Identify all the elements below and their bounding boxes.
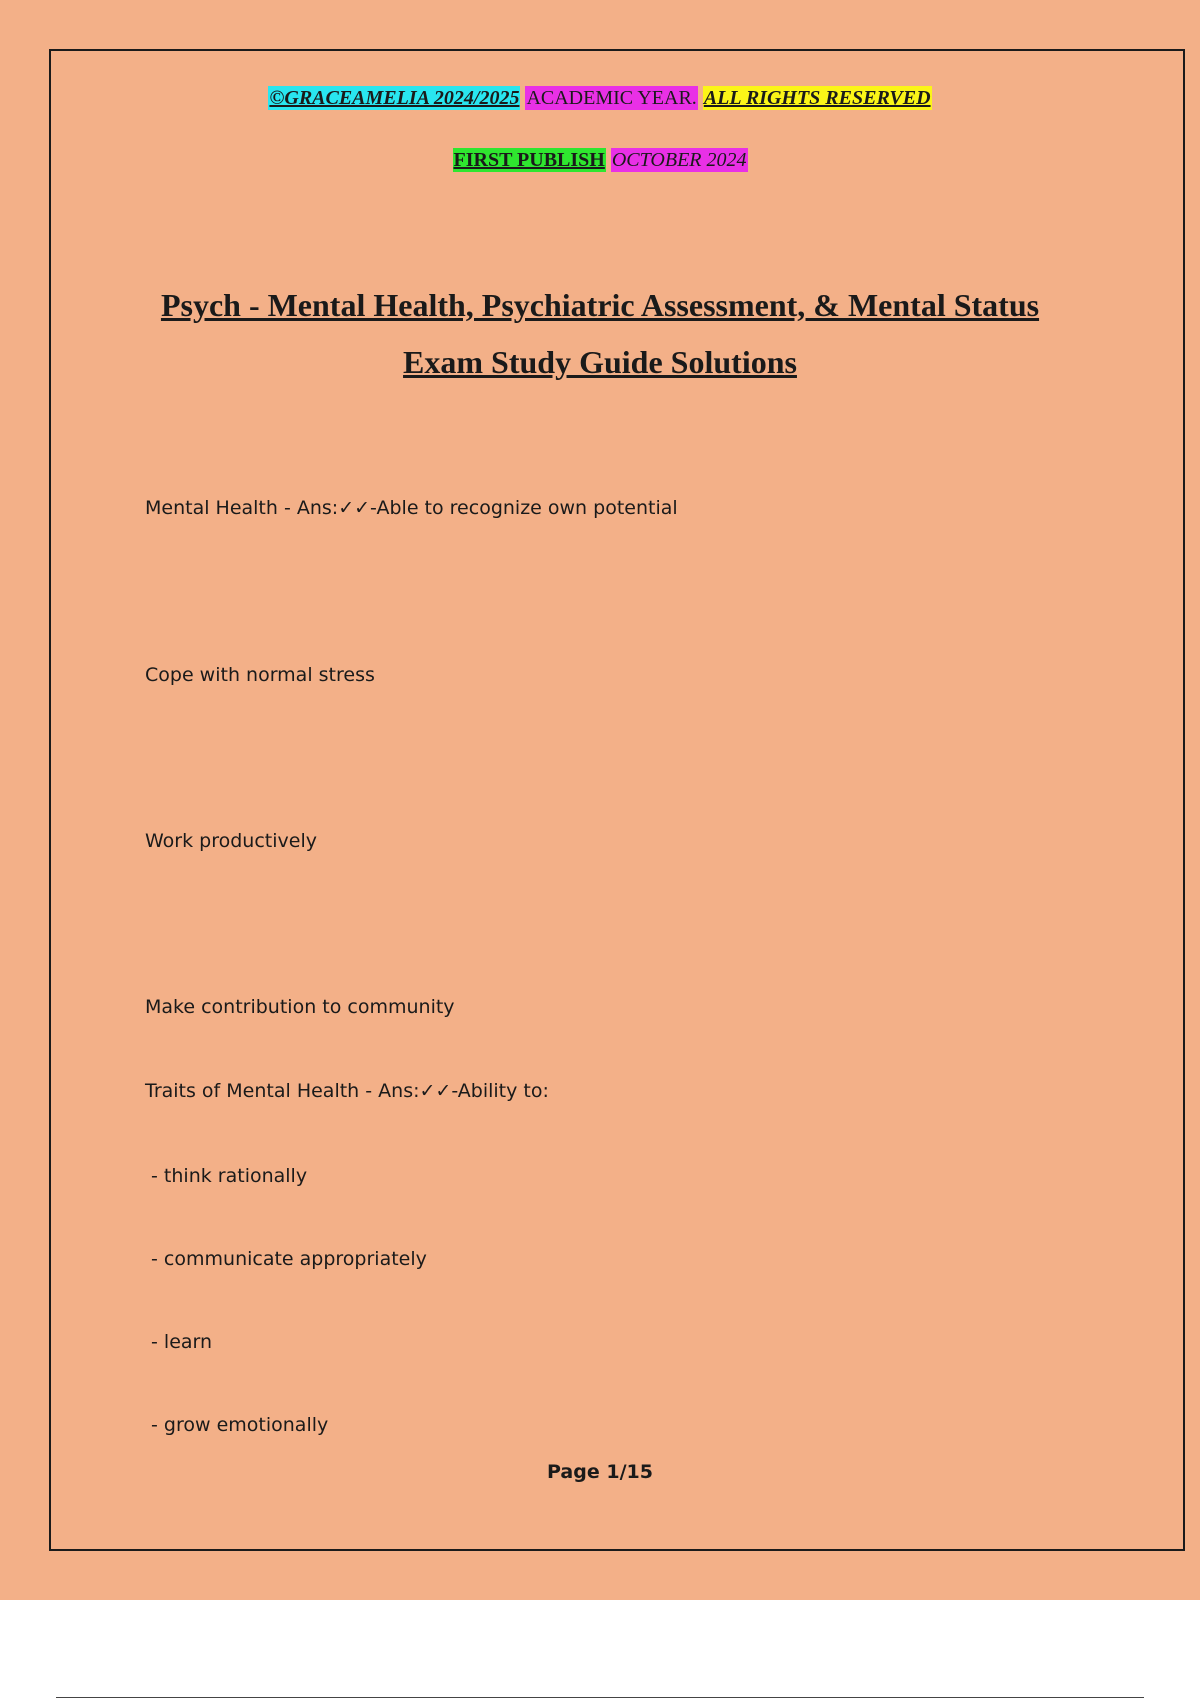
- rights-text: ALL RIGHTS RESERVED: [703, 87, 931, 109]
- publish-date-text: OCTOBER 2024: [611, 149, 747, 171]
- copyright-line: [0, 86, 1200, 110]
- page-border: [49, 49, 1185, 1551]
- page-number: Page 1/15: [547, 1461, 653, 1483]
- bottom-divider: [56, 1697, 1144, 1698]
- content-line: Cope with normal stress: [145, 664, 375, 686]
- copyright-text: ©GRACEAMELIA 2024/2025: [269, 87, 520, 109]
- document-title-line-1: Psych - Mental Health, Psychiatric Assessment, & Mental Status: [160, 287, 1040, 323]
- content-line: - communicate appropriately: [145, 1248, 427, 1270]
- first-publish-text: FIRST PUBLISH: [453, 149, 605, 171]
- content-line: - learn: [145, 1331, 213, 1353]
- content-line: Traits of Mental Health - Ans:✓✓-Ability to:: [145, 1080, 549, 1102]
- content-line: - think rationally: [145, 1165, 308, 1187]
- content-line: Work productively: [145, 830, 317, 852]
- document-title-line-2: Exam Study Guide Solutions: [403, 344, 797, 380]
- publish-line: [0, 148, 1200, 172]
- academic-year-text: ACADEMIC YEAR.: [526, 87, 697, 109]
- content-line: - grow emotionally: [145, 1414, 329, 1436]
- content-line: Make contribution to community: [145, 996, 455, 1018]
- content-line: Mental Health - Ans:✓✓-Able to recognize own potential: [145, 497, 678, 519]
